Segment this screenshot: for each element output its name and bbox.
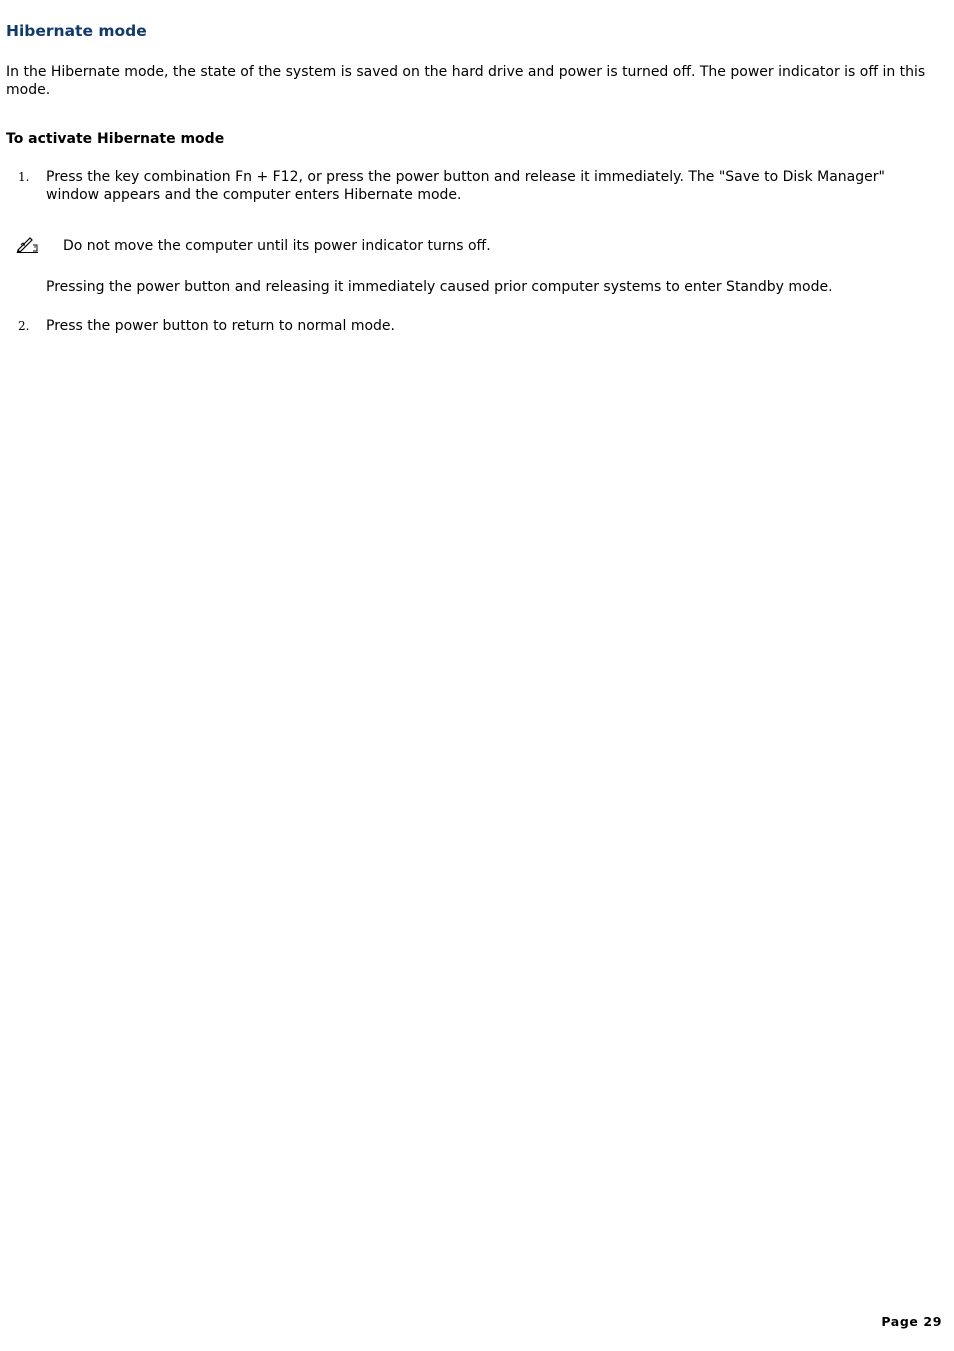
step-2-number: 2. xyxy=(18,319,30,333)
note-text: Do not move the computer until its power indicator turns off. xyxy=(63,238,491,254)
step-1-text: Press the key combination Fn + F12, or press the power button and release it immediately. The "Save to Disk Manager" window appears and the computer enters Hibernate mode. xyxy=(46,169,885,203)
step-1-number: 1. xyxy=(18,170,30,184)
page-number: Page 29 xyxy=(881,1314,942,1329)
note-pencil-icon xyxy=(16,235,40,253)
note-paragraph: Pressing the power button and releasing it immediately caused prior computer systems to enter Standby mode. xyxy=(46,279,833,295)
procedure-heading: To activate Hibernate mode xyxy=(6,131,225,147)
page-title: Hibernate mode xyxy=(6,22,147,40)
intro-paragraph: In the Hibernate mode, the state of the system is saved on the hard drive and power is turned off. The power indicator is off in this mode. xyxy=(6,64,926,98)
step-2-text: Press the power button to return to normal mode. xyxy=(46,318,395,334)
